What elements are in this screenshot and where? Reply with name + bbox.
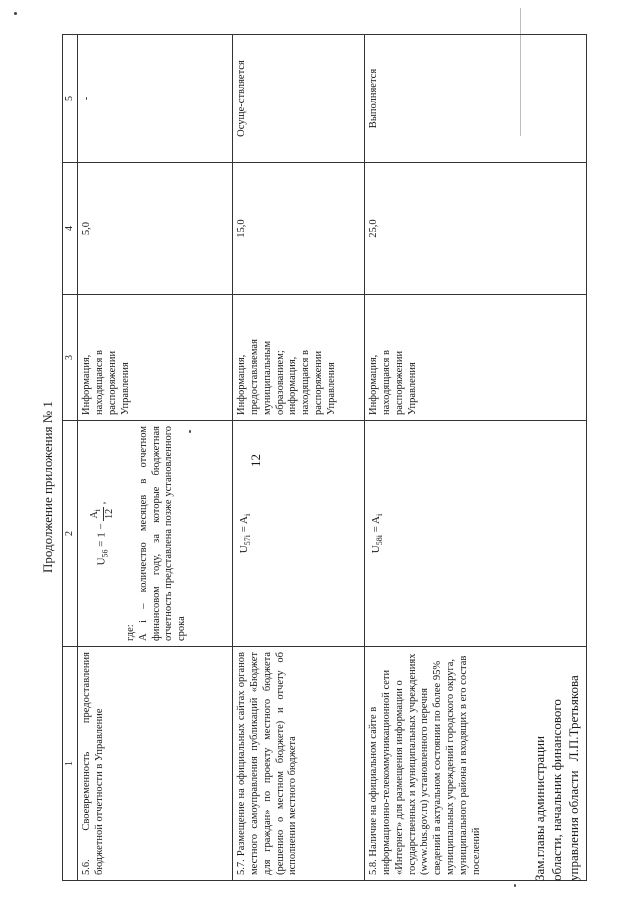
page-number: 12 bbox=[248, 454, 263, 467]
scan-dot-mark bbox=[514, 884, 516, 887]
fraction: $A_i$ 12 bbox=[89, 508, 115, 519]
header-cell: 5 bbox=[63, 35, 78, 163]
table-row bbox=[78, 35, 233, 881]
indicator-cell: 5.6. Своевременность предоставления бюджетной отчетности в Управление bbox=[78, 647, 233, 881]
header-cell: 4 bbox=[63, 163, 78, 295]
signature-line: Зам.главы администрации bbox=[532, 735, 547, 881]
indicator-cell: 5.7. Размещение на официальных сайтах органов местного самоуправления публикаций «Бюджет для граждан» по проекту местного бюджета (решению о местном бюджете) и отчету об исполнении местного бюджета bbox=[233, 647, 365, 881]
formula-description: A i – количество месяцев в отчетном финансовом году, за которые бюджетная отчетность представлена позже установленного срока bbox=[137, 426, 188, 641]
weight-cell: 5,0 bbox=[78, 163, 233, 295]
table-header-row bbox=[63, 35, 78, 881]
formula-cell bbox=[365, 421, 587, 647]
note-cell: - bbox=[78, 35, 233, 163]
formula-cell bbox=[233, 421, 365, 647]
formula: $U_{57i} = A_i$ bbox=[238, 513, 253, 554]
formula: $U_{58i} = A_i$ bbox=[370, 513, 385, 554]
source-cell: Информация, находящаяся в распоряжении Управления bbox=[78, 295, 233, 421]
formula: $U_{56} = 1$ − $A_i$ 12 , bbox=[89, 501, 115, 566]
scan-line-mark bbox=[520, 8, 521, 136]
indicators-table bbox=[62, 34, 587, 881]
signature-line: управления области Л.П.Третьякова bbox=[565, 675, 581, 881]
source-cell: Информация, предоставляемая муниципальным образованием; информация, находящаяся в распоряжении Управления bbox=[233, 295, 365, 421]
weight-cell: 15,0 bbox=[233, 163, 365, 295]
signatory-name: Л.П.Третьякова bbox=[565, 675, 581, 762]
signature-block bbox=[532, 675, 583, 881]
weight-cell: 25,0 bbox=[365, 163, 587, 295]
header-cell: 2 bbox=[63, 421, 78, 647]
where-label: где: bbox=[124, 624, 136, 641]
signature-line: области, начальник финансового bbox=[548, 699, 564, 881]
note-cell: Выполняется bbox=[365, 35, 587, 163]
note-cell: Осуще-ствляется bbox=[233, 35, 365, 163]
source-cell: Информация, находящаяся в распоряжении Управления bbox=[365, 295, 587, 421]
scan-dot-mark bbox=[189, 430, 191, 433]
indicator-cell: 5.8. Наличие на официальном сайте в информационно-телекоммуникационной сети «Интернет» для размещения информации о государственных и муниципальных учреждениях (www.bus.gov.ru) установленного перечня сведений в актуальном состоянии по более 95% муниципальных учреждений городского округа, муниципального района и входящих в его состав поселений bbox=[365, 647, 587, 881]
header-cell: 1 bbox=[63, 647, 78, 881]
scan-dot-mark bbox=[14, 12, 17, 15]
table-row bbox=[233, 35, 365, 881]
header-cell: 3 bbox=[63, 295, 78, 421]
formula-cell bbox=[78, 421, 233, 647]
continuation-title: Продолжение приложения № 1 bbox=[40, 401, 55, 573]
